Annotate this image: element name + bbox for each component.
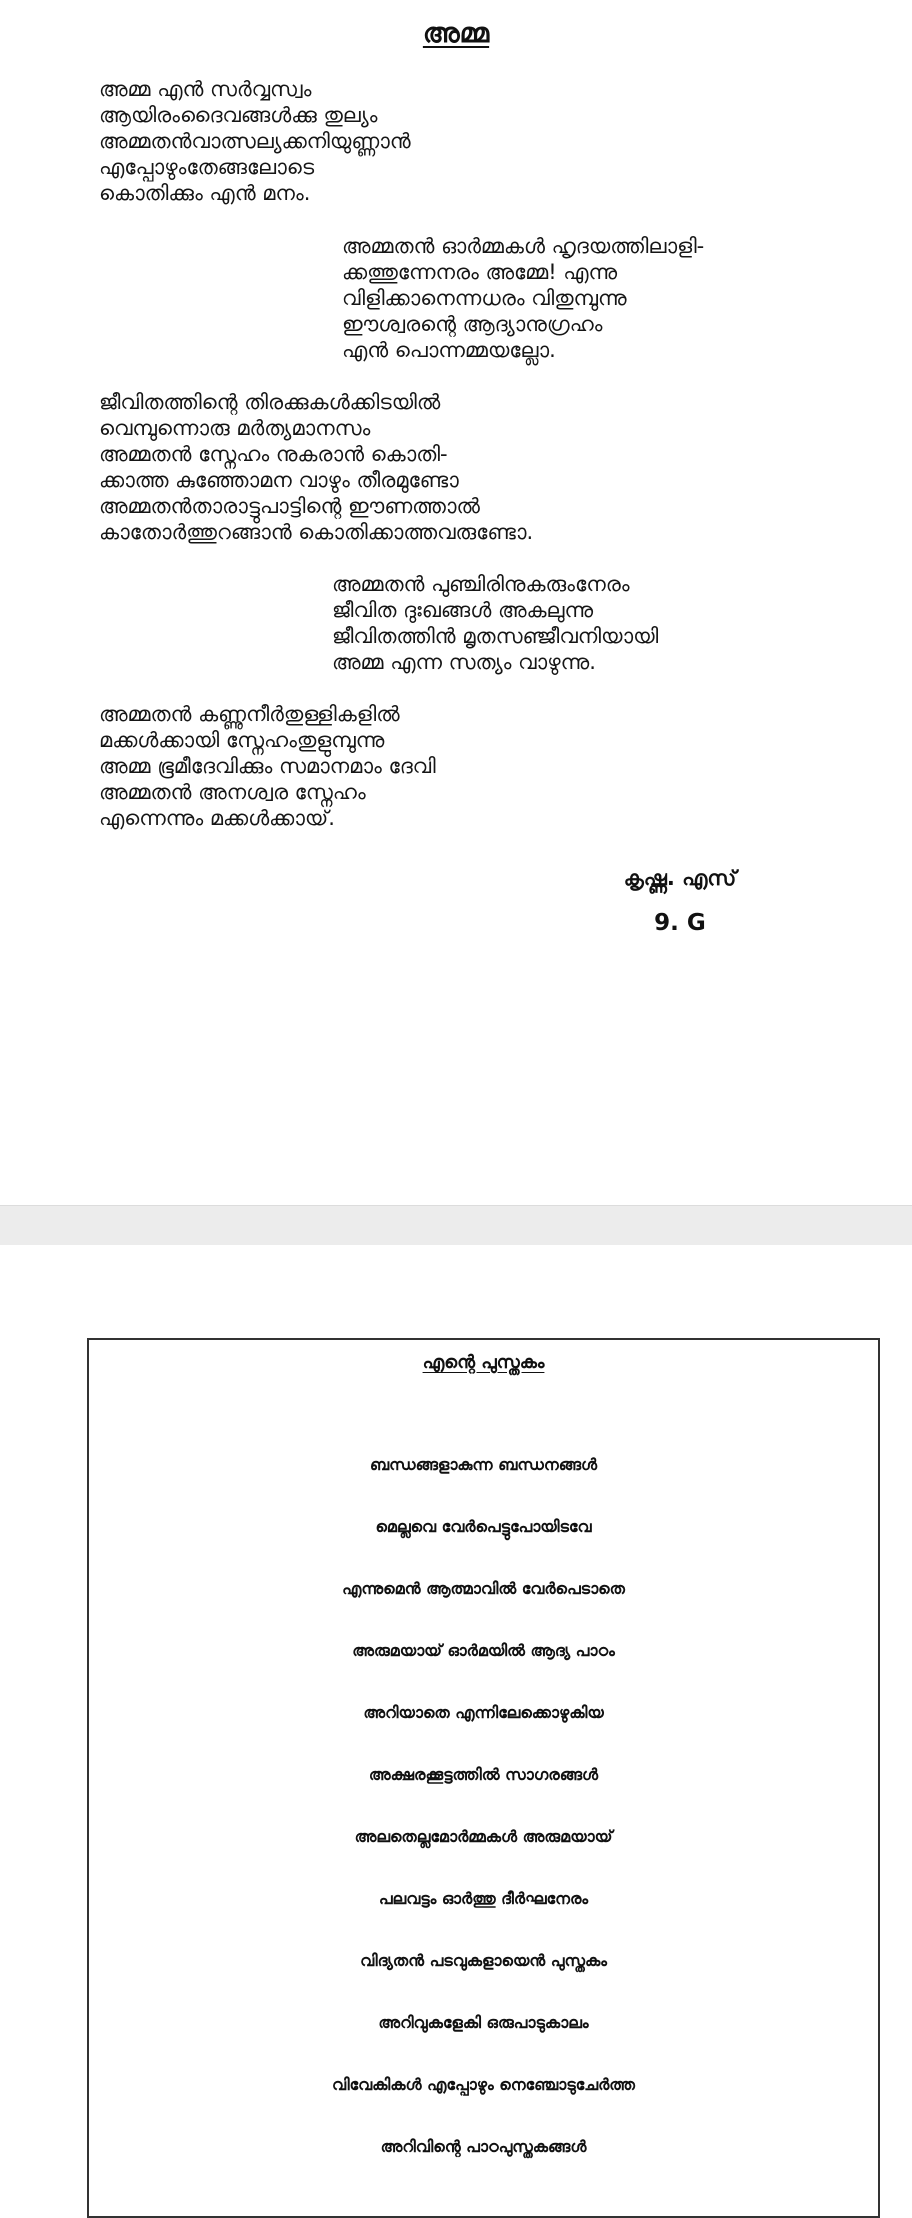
stanza-3 xyxy=(99,389,533,545)
poem-line: ക്കാത്ത കുഞ്ഞോമന വാഴും തീരമുണ്ടോ xyxy=(99,468,459,492)
bordered-frame xyxy=(87,1338,880,2218)
author-class: 9. G xyxy=(654,910,706,936)
poem-line: അമ്മ എന്ന സത്യം വാഴുന്നു. xyxy=(332,650,596,674)
poem-line: ഈശ്വരന്റെ ആദ്യാനുഗ്രഹം xyxy=(342,312,603,336)
list-item: മെല്ലവെ വേർപെട്ടുപോയിടവേ xyxy=(375,1517,592,1536)
poem-line: അമ്മ ഭൂമീദേവിക്കും സമാനമാം ദേവി xyxy=(99,754,436,778)
poem-line: എൻ പൊന്നമ്മയല്ലോ. xyxy=(342,338,556,362)
list-item: അലതെല്ലമോർമ്മകൾ അരുമയായ് xyxy=(354,1827,613,1846)
author-name: കൃഷ്ണ. എസ് xyxy=(623,866,737,890)
poem-line: അമ്മതൻതാരാട്ടുപാട്ടിന്റെ ഈണത്താൽ xyxy=(99,494,480,518)
list-item: അറിയാതെ എന്നിലേക്കൊഴുകിയ xyxy=(363,1703,604,1722)
list-item: അക്ഷരക്കൂട്ടത്തിൽ സാഗരങ്ങൾ xyxy=(368,1765,599,1784)
poem-line: എപ്പോഴുംതേങ്ങലോടെ xyxy=(99,155,315,179)
poem-line: കാതോർത്തുറങ്ങാൻ കൊതിക്കാത്തവരുണ്ടോ. xyxy=(99,520,534,544)
poem-line: ജീവിത ദുഃഖങ്ങൾ അകലുന്നു xyxy=(332,598,594,622)
poem-line: അമ്മതൻ അനശ്വര സ്നേഹം xyxy=(99,780,366,804)
poem-line: അമ്മതൻ കണ്ണുനീർതുള്ളികളിൽ xyxy=(99,702,400,726)
list-item: പലവട്ടം ഓർത്തു ദീർഘനേരം xyxy=(378,1889,589,1908)
poem-line: വെമ്പുന്നൊരു മർത്യമാനസം xyxy=(99,416,371,440)
poem-line: അമ്മ എൻ സർവ്വസ്വം xyxy=(99,77,312,101)
list-item: അറിവിന്റെ പാഠപുസ്തകങ്ങൾ xyxy=(380,2137,587,2156)
list-item: വിദ്യതൻ പടവുകളായെൻ പുസ്തകം xyxy=(360,1951,607,1970)
list-item: അരുമയായ് ഓർമയിൽ ആദ്യ പാഠം xyxy=(352,1641,615,1660)
poem-line: ആയിരംദൈവങ്ങൾക്കു തുല്യം xyxy=(99,103,378,127)
poem-line: അമ്മതൻ പുഞ്ചിരിനുകരുംനേരം xyxy=(332,572,630,596)
poem-line: ജീവിതത്തിന്റെ തിരക്കുകൾക്കിടയിൽ xyxy=(99,390,441,414)
stanza-5 xyxy=(99,701,436,831)
page-separator xyxy=(0,1205,912,1247)
book-lines xyxy=(89,1452,878,2196)
list-item: ബന്ധങ്ങളാകുന്ന ബന്ധനങ്ങൾ xyxy=(369,1455,598,1474)
poem-line: ക്കത്തുന്നേനരം അമ്മേ! എന്നു xyxy=(342,260,618,284)
book-title: എന്റെ പുസ്തകം xyxy=(422,1352,545,1373)
poem-line: മക്കൾക്കായി സ്നേഹംതുളുമ്പുന്നു xyxy=(99,728,385,752)
list-item: അറിവുകളേകി ഒരുപാടുകാലം xyxy=(378,2013,589,2032)
page-book xyxy=(0,1245,912,2198)
poem-line: അമ്മതൻവാത്സല്യക്കനിയുണ്ണാൻ xyxy=(99,129,411,153)
poem-line: ജീവിതത്തിൻ മൃതസഞ്ജീവനിയായി xyxy=(332,624,659,648)
poem-line: കൊതിക്കും എൻ മനം. xyxy=(99,181,311,205)
list-item: എന്നുമെൻ ആത്മാവിൽ വേർപെടാതെ xyxy=(342,1579,625,1598)
stanza-1 xyxy=(99,76,411,206)
poem-line: എന്നെന്നും മക്കൾക്കായ്. xyxy=(99,806,335,830)
poem-title: അമ്മ xyxy=(422,18,490,49)
poem-line: വിളിക്കാനെന്നധരം വിതുമ്പുന്നു xyxy=(342,286,627,310)
stanza-4 xyxy=(332,571,658,675)
poem-line: അമ്മതൻ ഓർമ്മകൾ ഹൃദയത്തിലാളി- xyxy=(342,234,705,258)
poem-line: അമ്മതൻ സ്നേഹം നുകരാൻ കൊതി- xyxy=(99,442,448,466)
list-item: വിവേകികൾ എപ്പോഴും നെഞ്ചോടുചേർത്ത xyxy=(332,2075,635,2094)
stanza-2 xyxy=(342,233,704,363)
